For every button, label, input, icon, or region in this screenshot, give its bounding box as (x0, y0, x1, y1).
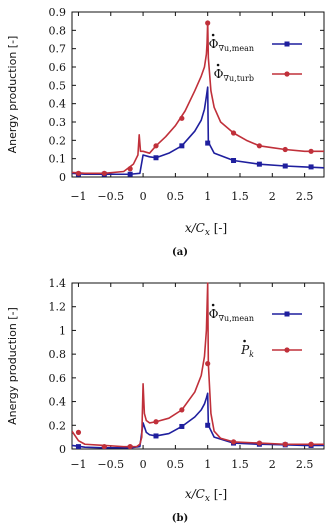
x-tick-label: 2 (268, 458, 276, 471)
data-point (76, 171, 81, 176)
x-tick-label: −1 (70, 458, 87, 471)
data-point (257, 162, 262, 167)
data-point (154, 155, 159, 160)
data-point (205, 361, 210, 366)
x-tick-label: 0.5 (166, 458, 185, 471)
data-point (179, 116, 184, 121)
y-tick-label: 0.3 (48, 116, 66, 129)
x-tick-label: −1 (70, 190, 87, 203)
chart-b (6, 277, 324, 524)
figure-caption: (b) (171, 513, 189, 524)
y-tick-label: 1.4 (48, 277, 66, 290)
y-tick-label: 0.8 (48, 24, 66, 38)
dot-accent (243, 340, 246, 343)
y-tick-label: 0.5 (48, 79, 66, 93)
legend-marker (285, 312, 290, 317)
y-tick-label: 0.8 (48, 348, 66, 362)
legend-entry (240, 340, 302, 359)
y-tick-label: 0.7 (48, 42, 66, 56)
legend-entry (209, 34, 302, 53)
data-point (283, 164, 288, 169)
data-point (179, 424, 184, 429)
x-tick-label: 2.5 (295, 458, 314, 471)
legend-marker (284, 347, 289, 352)
legend-marker (284, 71, 289, 76)
y-tick-label: 0.6 (48, 371, 66, 385)
plot-frame (72, 12, 324, 177)
data-point (76, 430, 81, 435)
dot-accent (212, 34, 215, 37)
y-tick-label: 0.1 (48, 152, 66, 166)
y-tick-label: 0 (59, 171, 66, 184)
series-2 (72, 283, 324, 449)
y-tick-label: 0.9 (48, 6, 66, 19)
y-tick-label: 0.4 (48, 395, 66, 409)
x-tick-label: 1 (204, 458, 212, 471)
data-point (179, 407, 184, 412)
x-axis-label: $x/C_x$ [-] (184, 487, 228, 504)
y-axis-label: Anergy production [-] (6, 35, 19, 154)
legend-entry (214, 64, 302, 83)
y-tick-label: 1 (59, 324, 66, 338)
x-tick-label: −0.5 (97, 190, 125, 203)
y-axis-label: Anergy production [-] (6, 307, 19, 425)
legend-entry (209, 304, 302, 323)
data-point (309, 164, 314, 169)
y-tick-label: 0.6 (48, 61, 66, 74)
x-axis-label: $x/C_x$ [-] (184, 221, 228, 238)
data-point (154, 433, 159, 438)
data-point (179, 143, 184, 148)
data-point (205, 423, 210, 428)
legend-label: $P_k$ (241, 343, 254, 359)
chart-a (6, 6, 324, 258)
data-point (283, 442, 288, 447)
legend-label: $\Phi_{\nabla u,mean}$ (208, 307, 254, 323)
data-point (102, 444, 107, 449)
data-point (283, 147, 288, 152)
plot-frame (72, 283, 324, 449)
data-point (102, 171, 107, 176)
data-point (231, 439, 236, 444)
series-1 (72, 393, 324, 450)
series-line (72, 283, 324, 447)
legend-label: $\Phi_{\nabla u,turb}$ (213, 67, 254, 83)
data-point (257, 440, 262, 445)
data-point (205, 20, 210, 25)
series-line (72, 87, 324, 174)
legend-marker (285, 42, 290, 47)
x-tick-label: 1.5 (231, 190, 249, 203)
data-point (128, 172, 133, 177)
x-tick-label: 0.5 (166, 190, 185, 203)
data-point (205, 141, 210, 146)
x-tick-label: 2.5 (295, 190, 314, 203)
data-point (153, 143, 158, 148)
y-tick-label: 0.2 (48, 134, 66, 148)
y-tick-label: 0.4 (48, 97, 66, 111)
series-1 (72, 87, 324, 177)
x-tick-label: −0.5 (97, 458, 125, 471)
figure-caption: (a) (172, 247, 188, 258)
y-tick-label: 0 (59, 443, 66, 456)
dot-accent (212, 304, 215, 307)
legend-label: $\Phi_{\nabla u,mean}$ (208, 37, 254, 53)
y-tick-label: 0.2 (48, 419, 66, 433)
data-point (308, 149, 313, 154)
data-point (128, 166, 133, 171)
x-tick-label: 2 (268, 190, 276, 203)
x-tick-label: 1 (204, 190, 212, 203)
data-point (231, 130, 236, 135)
data-point (257, 143, 262, 148)
series-line (72, 393, 324, 448)
data-point (231, 158, 236, 163)
data-point (308, 442, 313, 447)
data-point (128, 444, 133, 449)
x-tick-label: 1.5 (231, 458, 249, 471)
x-tick-label: 0 (139, 458, 147, 471)
data-point (153, 419, 158, 424)
x-tick-label: 0 (139, 190, 147, 203)
y-tick-label: 1.2 (48, 300, 66, 314)
data-point (76, 444, 81, 449)
dot-accent (217, 64, 220, 67)
